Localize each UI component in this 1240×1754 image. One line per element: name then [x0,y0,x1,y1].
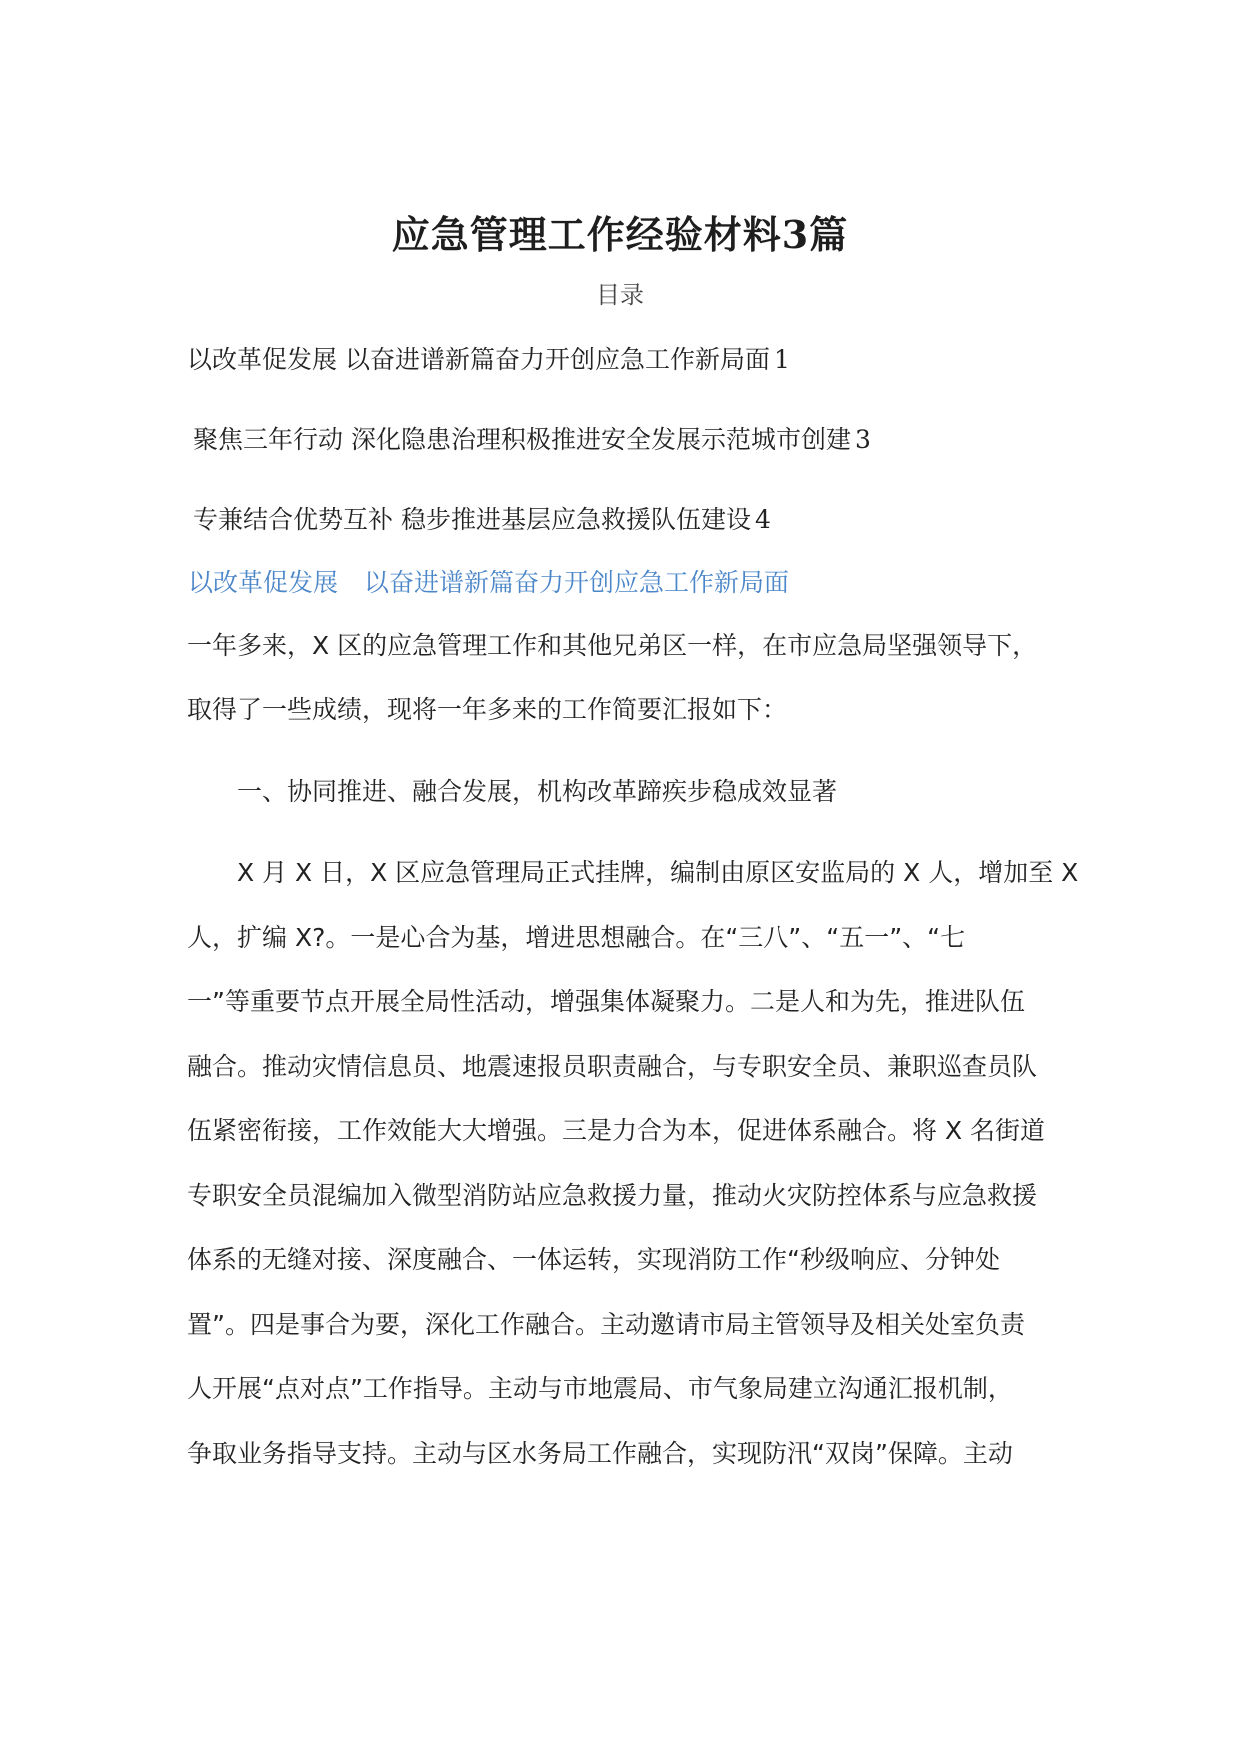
body-line: 体系的无缝对接、深度融合、一体运转，实现消防工作“秒级响应、分钟处 [187,1245,1000,1274]
body-line: 一年多来，X 区的应急管理工作和其他兄弟区一样，在市应急局坚强领导下， [187,631,1038,660]
body-line: 一”等重要节点开展全局性活动，增强集体凝聚力。二是人和为先，推进队伍 [187,987,1025,1016]
section-heading-part2: 以奋进谱新篇奋力开创应急工作新局面 [364,568,790,597]
toc-entry[interactable] [187,340,790,376]
body-line: 置”。四是事合为要，深化工作融合。主动邀请市局主管领导及相关处室负责 [187,1310,1025,1339]
body-line: 取得了一些成绩，现将一年多来的工作简要汇报如下： [187,695,788,724]
subsection-heading: 一、协同推进、融合发展，机构改革蹄疾步稳成效显著 [237,777,838,806]
toc-entry-text: 聚焦三年行动 深化隐患治理积极推进安全发展示范城市创建 [193,425,851,454]
body-line: 伍紧密衔接，工作效能大大增强。三是力合为本，促进体系融合。将 X 名街道 [187,1116,1046,1145]
section-heading-part1: 以改革促发展 [188,568,339,597]
toc-heading: 目录 [596,281,644,309]
body-line: 专职安全员混编加入微型消防站应急救援力量，推动火灾防控体系与应急救援 [187,1181,1038,1210]
body-line: X 月 X 日，X 区应急管理局正式挂牌，编制由原区安监局的 X 人，增加至 X [237,858,1079,887]
toc-entry[interactable] [193,500,771,536]
toc-entry-text: 专兼结合优势互补 稳步推进基层应急救援队伍建设 [193,505,751,534]
document-title: 应急管理工作经验材料3篇 [391,212,849,257]
body-line: 融合。推动灾情信息员、地震速报员职责融合，与专职安全员、兼职巡查员队 [187,1052,1038,1081]
body-line: 人开展“点对点”工作指导。主动与市地震局、市气象局建立沟通汇报机制， [187,1374,1013,1403]
toc-entry-page: 4 [754,505,771,534]
toc-entry[interactable] [193,420,871,456]
body-line: 争取业务指导支持。主动与区水务局工作融合，实现防汛“双岗”保障。主动 [187,1439,1013,1468]
toc-entry-page: 1 [773,345,790,374]
toc-entry-text: 以改革促发展 以奋进谱新篇奋力开创应急工作新局面 [187,345,770,374]
toc-entry-page: 3 [854,425,871,454]
section-heading-link[interactable] [188,563,789,599]
body-line: 人，扩编 X?。一是心合为基，增进思想融合。在“三八”、“五一”、“七 [187,923,966,952]
